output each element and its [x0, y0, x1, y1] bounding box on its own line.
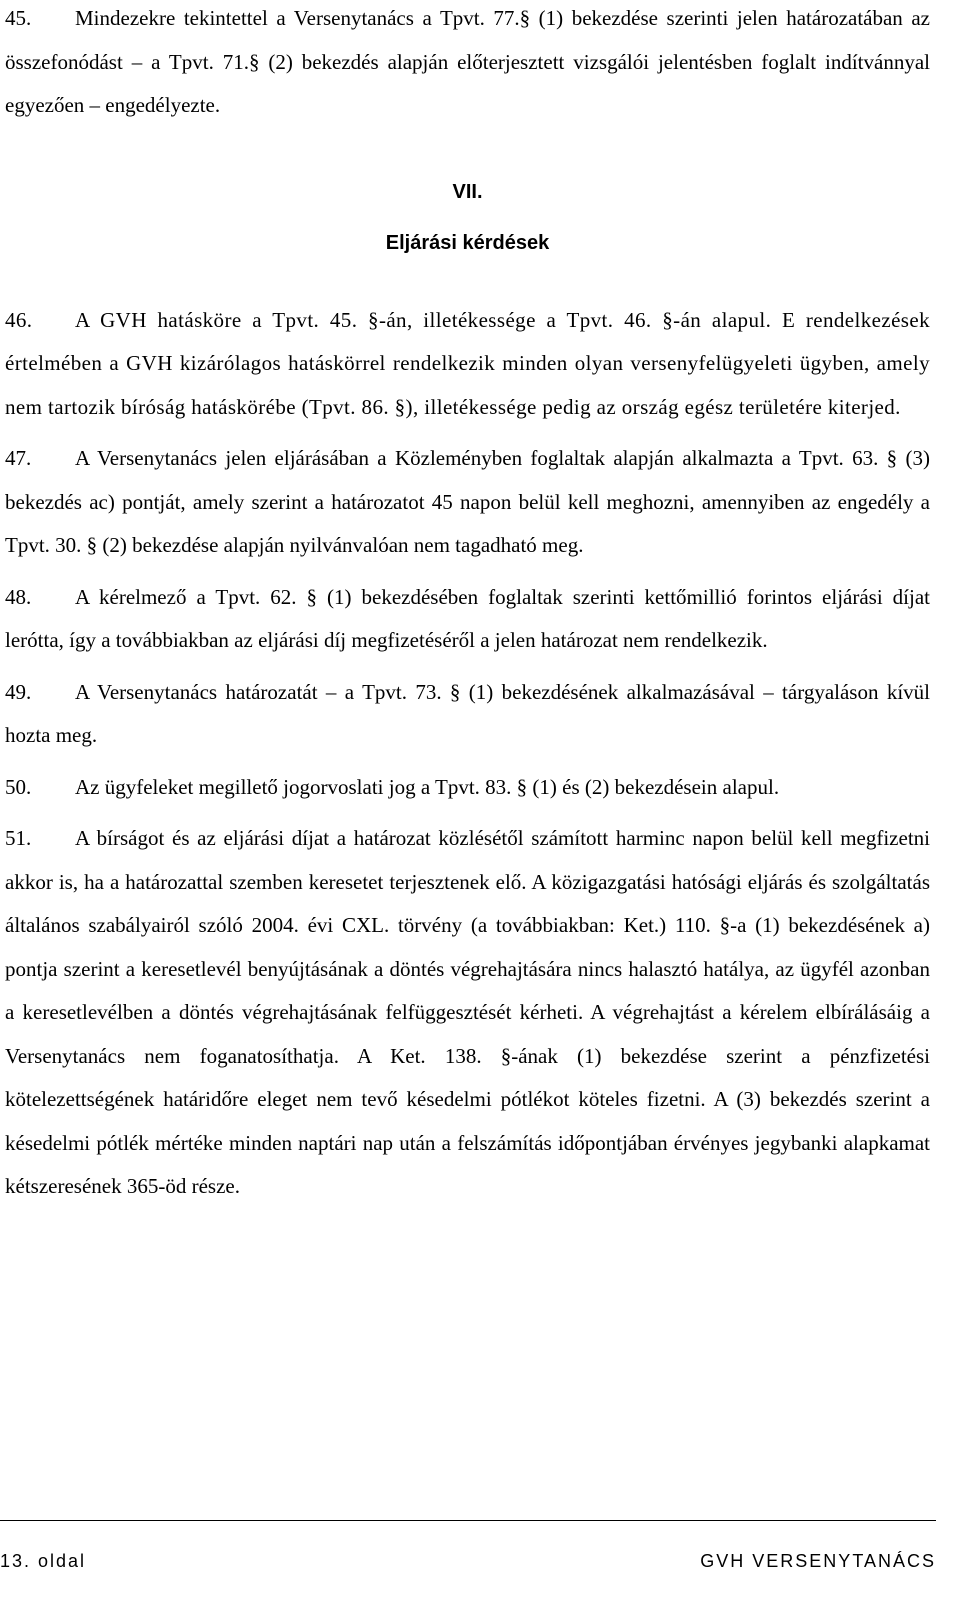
paragraph-49	[5, 671, 930, 758]
footer-divider	[0, 1520, 936, 1521]
paragraph-text: A kérelmező a Tpvt. 62. § (1) bekezdésében foglaltak szerinti kettőmillió forintos eljárási díjat lerótta, így a továbbiakban az eljárási díj megfizetéséről a jelen határozat nem rendelkezik.	[5, 584, 930, 652]
paragraph-text: A Versenytanács határozatát – a Tpvt. 73. § (1) bekezdésének alkalmazásával – tárgyaláson kívül hozta meg.	[5, 679, 930, 747]
paragraph-number: 47.	[5, 446, 32, 470]
paragraph-number: 48.	[5, 584, 32, 609]
page-footer	[0, 1520, 936, 1572]
page-number: 13. oldal	[0, 1551, 87, 1571]
paragraph-text: A Versenytanács jelen eljárásában a Közleményben foglaltak alapján alkalmazta a Tpvt. 63. § (3) bekezdés ac) pontját, amely szerint a határozatot 45 napon belül kell meghozni, amennyiben az engedély a Tpvt. 30. § (2) bekezdése alapján nyilvánvalóan nem tagadható meg.	[5, 446, 930, 557]
paragraph-text: Mindezekre tekintettel a Versenytanács a Tpvt. 77.§ (1) bekezdése szerinti jelen határozatában az összefonódást – a Tpvt. 71.§ (2) bekezdés alapján előterjesztett vizsgálói jelentésben foglalt indítvánnyal egyezően – engedélyezte.	[5, 6, 930, 117]
paragraph-text: A GVH hatásköre a Tpvt. 45. §-án, illetékessége a Tpvt. 46. §-án alapul. E rendelkezések értelmében a GVH kizárólagos hatáskörrel rendelkezik minden olyan versenyfelügyeleti ügyben, amely nem tartozik bíróság hatáskörébe (Tpvt. 86. §), illetékessége pedig az ország egész területére kiterjed.	[5, 307, 930, 419]
paragraph-text: A bírságot és az eljárási díjat a határozat közlésétől számított harminc napon belül kell megfizetni akkor is, ha a határozattal szemben keresetet terjesztenek elő. A közigazgatási hatósági eljárás és szolgáltatás általános szabályairól szóló 2004. évi CXL. törvény (a továbbiakban: Ket.) 110. §-a (1) bekezdésének a) pontja szerint a keresetlevél benyújtásának a döntés végrehajtására nincs halasztó hatálya, az ügyfél azonban a keresetlevélben a döntés végrehajtásának felfüggesztését kérheti. A végrehajtást a kérelem elbírálásáig a Versenytanács nem foganatosíthatja. A Ket. 138. §-ának (1) bekezdése szerint a pénzfizetési kötelezettségének határidőre eleget nem tevő késedelmi pótlékot köteles fizetni. A (3) bekezdés szerint a késedelmi pótlék mértéke minden naptári nap után a felszámítás időpontjában érvényes jegybanki alapkamat kétszeresének 365-öd része.	[5, 826, 930, 1198]
footer-organization: GVH VERSENYTANÁCS	[700, 1551, 936, 1571]
document-page	[5, 0, 930, 1209]
paragraph-48	[5, 576, 930, 663]
paragraph-number: 45.	[5, 6, 32, 30]
paragraph-number: 50.	[5, 774, 32, 799]
section-number: VII.	[452, 180, 483, 203]
paragraph-50	[5, 766, 930, 810]
paragraph-number: 51.	[5, 826, 32, 850]
paragraph-text: Az ügyfeleket megillető jogorvoslati jog a Tpvt. 83. § (1) és (2) bekezdésein alapul.	[75, 774, 780, 799]
section-title: Eljárási kérdések	[385, 231, 550, 254]
paragraph-number: 49.	[5, 679, 32, 704]
paragraph-47	[5, 437, 930, 568]
paragraph-45	[5, 0, 930, 128]
paragraph-51	[5, 817, 930, 1209]
paragraph-number: 46.	[5, 307, 33, 332]
paragraph-46	[5, 299, 930, 430]
